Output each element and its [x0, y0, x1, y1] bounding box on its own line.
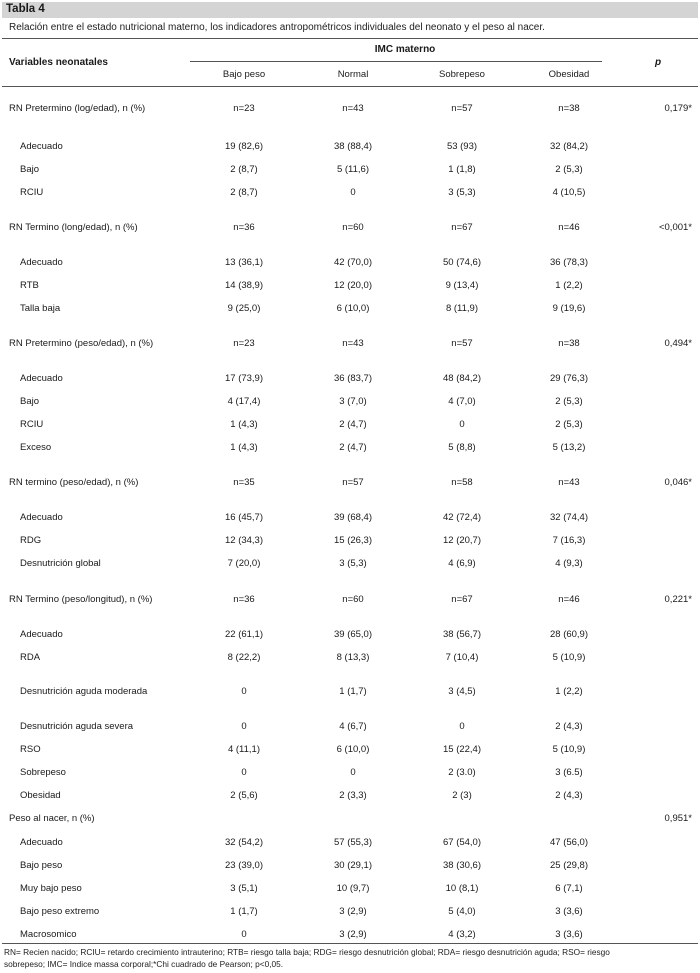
table-cell: n=46	[558, 594, 580, 605]
row-label: RCIU	[20, 419, 44, 430]
table-cell: n=38	[558, 338, 580, 349]
group-label: RN Pretermino (log/edad), n (%)	[9, 103, 146, 114]
table-row	[0, 558, 700, 572]
table-row	[0, 790, 700, 804]
table-cell: 42 (70,0)	[333, 257, 373, 268]
row-label: Bajo	[20, 396, 40, 407]
table-row	[0, 721, 700, 735]
row-label: Desnutrición global	[20, 558, 101, 569]
row-label: Adecuado	[20, 512, 63, 523]
table-cell: 25 (29,8)	[549, 860, 589, 871]
table-cell: 32 (84,2)	[549, 141, 589, 152]
table-cell: n=43	[342, 338, 364, 349]
table-cell: 3 (2,9)	[339, 929, 367, 940]
p-header: p	[654, 57, 662, 68]
p-value: 0,046*	[664, 477, 692, 488]
table-cell: 3 (3,6)	[555, 929, 583, 940]
table-cell: 1 (1,8)	[448, 164, 476, 175]
table-cell: 2 (4,3)	[555, 790, 583, 801]
table-row	[0, 512, 700, 526]
table-cell: n=60	[342, 594, 364, 605]
table-cell: 3 (4,5)	[448, 686, 476, 697]
row-label: Muy bajo peso	[20, 883, 82, 894]
table-row	[0, 338, 700, 352]
row-label: Obesidad	[20, 790, 61, 801]
table-cell: 48 (84,2)	[442, 373, 482, 384]
group-label: RN Termino (peso/longitud), n (%)	[9, 594, 153, 605]
table-cell: 39 (68,4)	[333, 512, 373, 523]
table-cell: 36 (78,3)	[549, 257, 589, 268]
group-label: RN Pretermino (peso/edad), n (%)	[9, 338, 154, 349]
table-cell: n=60	[342, 222, 364, 233]
table-row	[0, 396, 700, 410]
table-cell: n=67	[451, 222, 473, 233]
table-row	[0, 303, 700, 317]
table-cell: 1 (1,7)	[230, 906, 258, 917]
table-row	[0, 860, 700, 874]
table-row	[0, 535, 700, 549]
col-header-normal: Normal	[337, 69, 369, 80]
table-cell: 1 (4,3)	[230, 419, 258, 430]
table-cell: 23 (39,0)	[224, 860, 264, 871]
table-cell: 4 (7,0)	[448, 396, 476, 407]
table-cell: 19 (82,6)	[224, 141, 264, 152]
row-label: RCIU	[20, 187, 44, 198]
row-label: Bajo peso extremo	[20, 906, 100, 917]
p-value: 0,221*	[664, 594, 692, 605]
table-title: Tabla 4	[6, 3, 45, 15]
col-header-obesidad: Obesidad	[548, 69, 590, 80]
table-cell: 38 (56,7)	[442, 629, 482, 640]
table-cell: 5 (10,9)	[552, 652, 586, 663]
table-cell: 39 (65,0)	[333, 629, 373, 640]
table-cell: 32 (74,4)	[549, 512, 589, 523]
bottom-rule	[2, 943, 698, 944]
table-cell: 4 (17,4)	[227, 396, 261, 407]
row-label: RTB	[20, 280, 39, 291]
header-rule	[2, 86, 698, 87]
table-cell: 3 (7,0)	[339, 396, 367, 407]
table-cell: 50 (74,6)	[442, 257, 482, 268]
table-row	[0, 837, 700, 851]
table-cell: 6 (7,1)	[555, 883, 583, 894]
table-cell: 12 (20,0)	[333, 280, 373, 291]
table-row	[0, 929, 700, 943]
table-cell: 2 (3)	[452, 790, 472, 801]
table-cell: 1 (4,3)	[230, 442, 258, 453]
table-cell: 2 (4,3)	[555, 721, 583, 732]
table-cell: 2 (5,3)	[555, 419, 583, 430]
table-cell: 6 (10,0)	[336, 744, 370, 755]
table-cell: 2 (3,3)	[339, 790, 367, 801]
table-cell: 3 (5,1)	[230, 883, 258, 894]
table-cell: 7 (16,3)	[552, 535, 586, 546]
table-cell: 9 (25,0)	[227, 303, 261, 314]
row-label: Bajo	[20, 164, 40, 175]
table-row	[0, 419, 700, 433]
table-cell: n=57	[451, 338, 473, 349]
table-cell: 2 (8,7)	[230, 164, 258, 175]
table-cell: 4 (9,3)	[555, 558, 583, 569]
table-cell: 9 (19,6)	[552, 303, 586, 314]
table-cell: 15 (22,4)	[442, 744, 482, 755]
table-row	[0, 813, 700, 827]
table-cell: 4 (6,9)	[448, 558, 476, 569]
table-cell: 15 (26,3)	[333, 535, 373, 546]
table-cell: 3 (2,9)	[339, 906, 367, 917]
table-cell: 1 (1,7)	[339, 686, 367, 697]
table-row	[0, 629, 700, 643]
col-header-sobrepeso: Sobrepeso	[439, 69, 485, 80]
row-label: Adecuado	[20, 257, 63, 268]
table-cell: 47 (56,0)	[549, 837, 589, 848]
table-cell: n=57	[451, 103, 473, 114]
table-row	[0, 187, 700, 201]
table-cell: 2 (5,3)	[555, 396, 583, 407]
table-cell: 0	[241, 721, 247, 732]
table-cell: 2 (4,7)	[339, 419, 367, 430]
row-label: Exceso	[20, 442, 52, 453]
table-cell: 0	[459, 419, 465, 430]
table-cell: 30 (29,1)	[333, 860, 373, 871]
table-cell: 0	[241, 929, 247, 940]
table-cell: 14 (38,9)	[224, 280, 264, 291]
group-rule	[190, 61, 602, 62]
table-row	[0, 767, 700, 781]
table-cell: n=57	[342, 477, 364, 488]
table-cell: 38 (30,6)	[442, 860, 482, 871]
variables-header: Variables neonatales	[9, 57, 108, 68]
table-cell: 5 (8,8)	[448, 442, 476, 453]
row-label: Adecuado	[20, 373, 63, 384]
table-cell: n=35	[233, 477, 255, 488]
table-cell: 0	[459, 721, 465, 732]
p-value: 0,951*	[664, 813, 692, 824]
table-cell: 67 (54,0)	[442, 837, 482, 848]
table-cell: 7 (20,0)	[227, 558, 261, 569]
table-cell: 8 (22,2)	[227, 652, 261, 663]
table-row	[0, 477, 700, 491]
row-label: Adecuado	[20, 141, 63, 152]
table-row	[0, 883, 700, 897]
table-row	[0, 222, 700, 236]
table-cell: 12 (20,7)	[442, 535, 482, 546]
table-row	[0, 744, 700, 758]
group-label: RN termino (peso/edad), n (%)	[9, 477, 139, 488]
footnote-line-1: RN= Recien nacido; RCIU= retardo crecimiento intrauterino; RTB= riesgo talla baja; RDG= riesgo desnutrición global; RDA= riesgo desnutrición aguda; RSO= riesgo	[4, 947, 610, 957]
row-label: RDA	[20, 652, 41, 663]
table-cell: 2 (8,7)	[230, 187, 258, 198]
table-cell: 3 (6.5)	[555, 767, 583, 778]
table-caption: Relación entre el estado nutricional materno, los indicadores antropométricos individuales del neonato y el peso al nacer.	[9, 22, 545, 33]
table-cell: 2 (4,7)	[339, 442, 367, 453]
table-cell: 4 (3,2)	[448, 929, 476, 940]
row-label: Bajo peso	[20, 860, 63, 871]
table-cell: 28 (60,9)	[549, 629, 589, 640]
table-cell: n=67	[451, 594, 473, 605]
p-value: 0,494*	[664, 338, 692, 349]
table-cell: n=23	[233, 103, 255, 114]
table-cell: n=23	[233, 338, 255, 349]
table-cell: 32 (54,2)	[224, 837, 264, 848]
table-cell: 17 (73,9)	[224, 373, 264, 384]
imc-group-header: IMC materno	[374, 44, 436, 55]
table-cell: 36 (83,7)	[333, 373, 373, 384]
table-cell: n=43	[558, 477, 580, 488]
table-cell: 10 (9,7)	[336, 883, 370, 894]
col-header-bajo-peso: Bajo peso	[222, 69, 266, 80]
table-cell: n=58	[451, 477, 473, 488]
group-label: Peso al nacer, n (%)	[9, 813, 95, 824]
row-label: RDG	[20, 535, 42, 546]
table-cell: 12 (34,3)	[224, 535, 264, 546]
table-row	[0, 280, 700, 294]
row-label: Adecuado	[20, 837, 63, 848]
table-cell: n=43	[342, 103, 364, 114]
table-cell: n=38	[558, 103, 580, 114]
table-cell: 38 (88,4)	[333, 141, 373, 152]
table-cell: 3 (5,3)	[448, 187, 476, 198]
table-cell: 4 (10,5)	[552, 187, 586, 198]
table-cell: 2 (5,3)	[555, 164, 583, 175]
table-cell: n=36	[233, 222, 255, 233]
row-label: Desnutrición aguda moderada	[20, 686, 148, 697]
row-label: Macrosomico	[20, 929, 77, 940]
table-title-bar	[2, 2, 698, 18]
table-cell: 0	[350, 187, 356, 198]
table-cell: 9 (13,4)	[445, 280, 479, 291]
table-row	[0, 652, 700, 666]
group-label: RN Termino (long/edad), n (%)	[9, 222, 138, 233]
table-cell: 2 (5,6)	[230, 790, 258, 801]
table-cell: 5 (11,6)	[336, 164, 370, 175]
table-cell: n=46	[558, 222, 580, 233]
table-cell: 1 (2,2)	[555, 280, 583, 291]
table-cell: 5 (4,0)	[448, 906, 476, 917]
table-cell: 0	[350, 767, 356, 778]
table-cell: 0	[241, 686, 247, 697]
table-row	[0, 906, 700, 920]
table-cell: 7 (10,4)	[445, 652, 479, 663]
table-row	[0, 442, 700, 456]
row-label: RSO	[20, 744, 41, 755]
table-cell: 2 (3.0)	[448, 767, 476, 778]
top-rule	[2, 38, 698, 39]
table-cell: 8 (11,9)	[445, 303, 479, 314]
table-cell: 8 (13,3)	[336, 652, 370, 663]
table-cell: 53 (93)	[446, 141, 478, 152]
table-row	[0, 594, 700, 608]
table-row	[0, 164, 700, 178]
p-value: <0,001*	[658, 222, 692, 233]
table-cell: 16 (45,7)	[224, 512, 264, 523]
table-row	[0, 141, 700, 155]
table-row	[0, 257, 700, 271]
row-label: Talla baja	[20, 303, 61, 314]
table-cell: 22 (61,1)	[224, 629, 264, 640]
table-cell: 4 (11,1)	[227, 744, 261, 755]
table-cell: 6 (10,0)	[336, 303, 370, 314]
table-cell: n=36	[233, 594, 255, 605]
footnote-line-2: sobrepeso; IMC= Indice massa corporal;*Chi cuadrado de Pearson; p<0,05.	[4, 959, 284, 969]
row-label: Desnutrición aguda severa	[20, 721, 134, 732]
p-value: 0,179*	[664, 103, 692, 114]
row-label: Sobrepeso	[20, 767, 66, 778]
table-cell: 13 (36,1)	[224, 257, 264, 268]
table-cell: 5 (13,2)	[552, 442, 586, 453]
table-cell: 5 (10,9)	[552, 744, 586, 755]
table-cell: 29 (76,3)	[549, 373, 589, 384]
table-cell: 4 (6,7)	[339, 721, 367, 732]
row-label: Adecuado	[20, 629, 63, 640]
table-cell: 57 (55,3)	[333, 837, 373, 848]
table-cell: 1 (2,2)	[555, 686, 583, 697]
table-row	[0, 686, 700, 700]
table-row	[0, 103, 700, 117]
table-row	[0, 373, 700, 387]
table-cell: 0	[241, 767, 247, 778]
table-cell: 3 (3,6)	[555, 906, 583, 917]
table-cell: 10 (8,1)	[445, 883, 479, 894]
table-cell: 3 (5,3)	[339, 558, 367, 569]
table-cell: 42 (72,4)	[442, 512, 482, 523]
